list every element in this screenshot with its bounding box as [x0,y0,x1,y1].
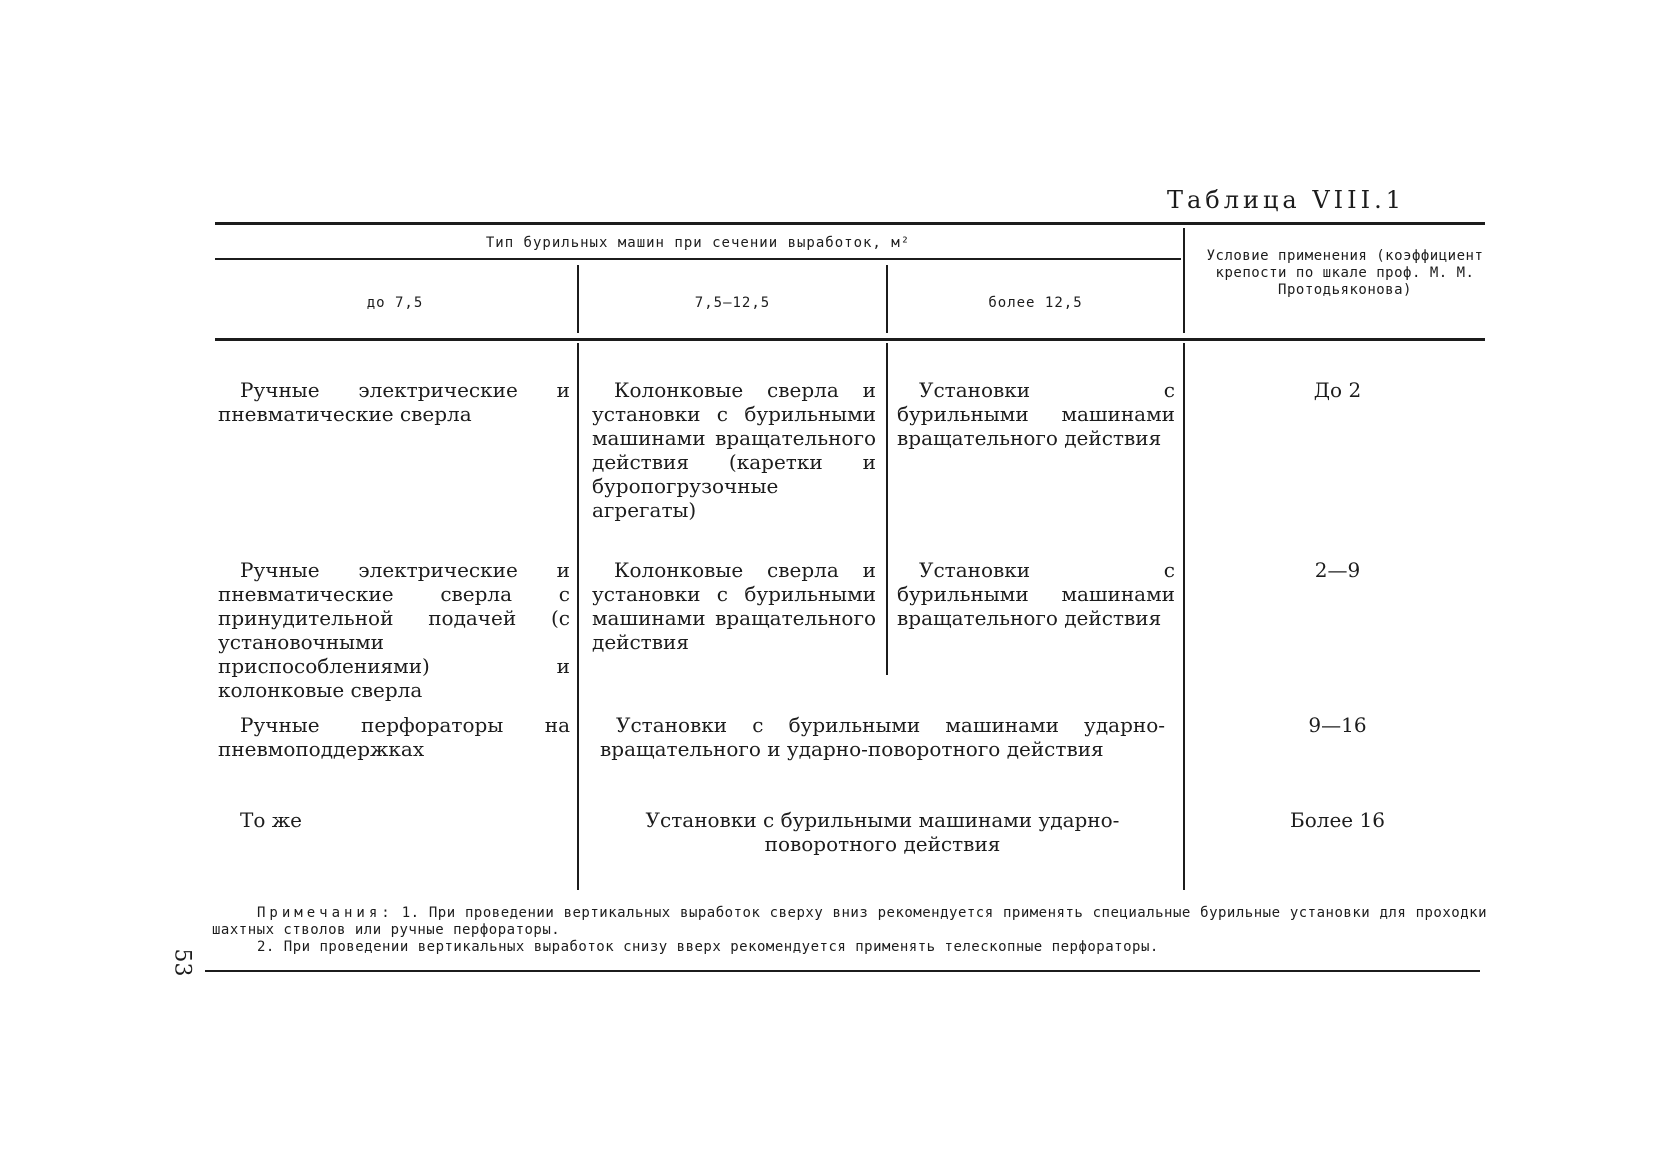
note-1: 1. При проведении вертикальных выработок сверху вниз рекомендуется применять специальные бурильные установки для проходки шахтных стволов или ручные перфораторы. [212,905,1487,938]
table-title: Таблица VIII.1 [1166,186,1405,214]
note-2: 2. При проведении вертикальных выработок снизу вверх рекомендуется применять телескопные перфораторы. [257,939,1159,955]
row4-col4: Более 16 [1290,808,1385,832]
row3-col4: 9—16 [1308,713,1367,737]
header-col3: более 12,5 [988,295,1083,311]
row2-col3: Установки с бурильными машинами вращательного действия [897,558,1175,630]
row2-col4: 2—9 [1314,558,1361,582]
notes-label: Примечания: [257,905,394,921]
divider-col1-body [577,343,579,890]
row4-col23: Установки с бурильными машинами ударно-поворотного действия [645,808,1120,856]
divider-col2-body [886,343,888,675]
row2-col1: Ручные электрические и пневматические сверла с принудительной подачей (с установочными приспособлениями) и колонковые сверла [218,558,570,702]
row3-col1: Ручные перфораторы на пневмоподдержках [218,713,570,761]
row1-col2: Колонковые сверла и установки с бурильными машинами вращательного действия (каретки и буропогрузочные агрегаты) [592,378,876,522]
divider-col1-header [577,265,579,333]
row2-col2: Колонковые сверла и установки с бурильными машинами вращательного действия [592,558,876,654]
header-group: Тип бурильных машин при сечении выработок, м² [485,235,911,251]
header-col1: до 7,5 [366,295,424,311]
header-bottom-rule [215,338,1485,341]
row1-col1: Ручные электрические и пневматические сверла [218,378,570,426]
table-bottom-rule [205,970,1480,972]
header-col2: 7,5—12,5 [694,295,771,311]
divider-col3-header [1183,228,1185,333]
page-number: 53 [169,948,195,977]
notes-block [212,905,1487,956]
header-group-rule [215,258,1181,260]
header-col4: Условие применения (коэффициент крепости по шкале проф. М. М. Протодьяконова) [1206,248,1484,298]
row3-col23: Установки с бурильными машинами ударно-вращательного и ударно-поворотного действия [600,713,1165,761]
table-top-rule [215,222,1485,225]
row1-col4: До 2 [1313,378,1362,402]
divider-col2-header [886,265,888,333]
row4-col1: То же [240,808,302,832]
divider-col3-body [1183,343,1185,890]
row1-col3: Установки с бурильными машинами вращательного действия [897,378,1175,450]
